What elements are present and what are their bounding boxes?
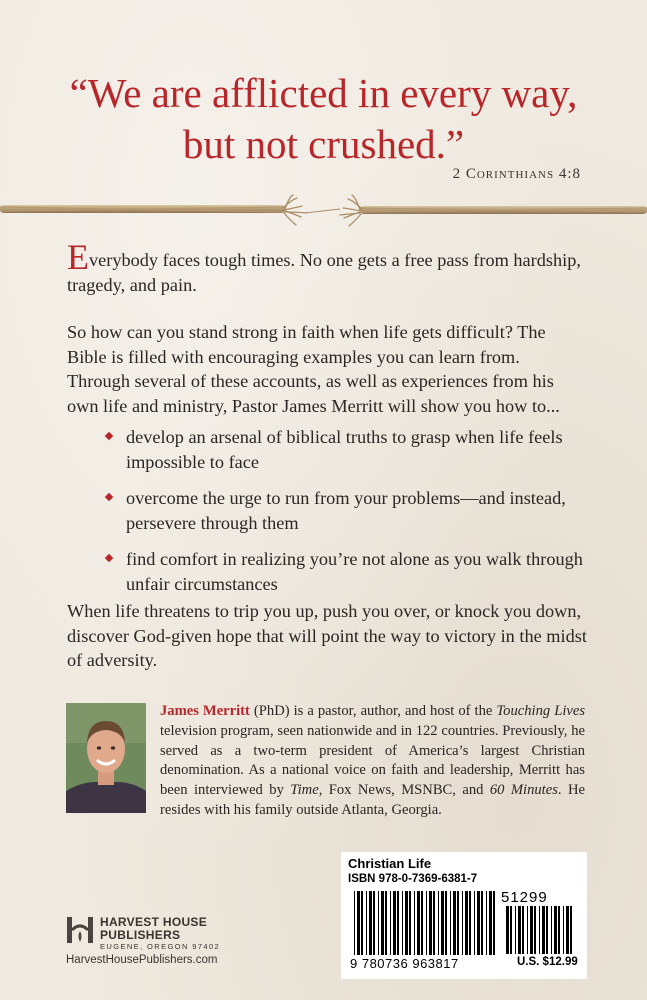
barcode-bar [438,891,439,955]
barcode-bar [515,906,516,954]
barcode-bar [518,906,521,954]
back-cover-quote [0,68,647,170]
barcode-bar [457,891,459,955]
barcode-bar [369,891,372,955]
publisher-name: HARVEST HOUSE PUBLISHERS [100,915,208,942]
barcode-bar [361,891,363,955]
barcode-bar [493,891,495,955]
barcode-bar [474,891,475,955]
closing-paragraph: When life threatens to trip you up, push you over, or knock you down, discover God-given hope that will point the way to victory in the midst of adversity. [67,601,587,670]
barcode-bar [441,891,444,955]
barcode-bar [417,891,420,955]
bio-text: (PhD) is a pastor, author, and host of the [249,703,497,719]
barcode-bar [378,891,379,955]
barcode-bar [551,906,552,954]
publisher-city: EUGENE, OREGON 97402 [100,942,221,951]
barcode-bar [563,906,564,954]
barcode-bar [385,891,387,955]
barcode-bar [429,891,432,955]
bio-outlet-title: Time [290,782,319,799]
harvest-house-logo-icon [66,916,96,946]
bio-text: , Fox News, MSNBC, and [318,782,490,799]
diamond-bullet-icon [105,554,113,562]
barcode-bar [414,891,415,955]
price-label: U.S. $12.99 [517,956,578,968]
quote-line-1: “We are afflicted in every way, [69,70,578,116]
bio-outlet-title: 60 Minutes [489,782,558,799]
barcode-bar [421,891,423,955]
scripture-reference: 2 Corinthians 4:8 [452,166,581,182]
barcode-bar [433,891,435,955]
barcode-bar [373,891,375,955]
barcode-bar [506,906,509,954]
barcode-bar [450,891,451,955]
intro-paragraph [67,237,587,297]
author-name: James Merritt [160,703,250,719]
barcode-bar [527,906,528,954]
barcode-bar [445,891,447,955]
barcode-bar [570,906,572,954]
barcode-bar [539,906,540,954]
barcode-bar [393,891,396,955]
author-photo [66,703,146,813]
barcode-bar [522,906,524,954]
barcode-bar [409,891,411,955]
quote-line-2: but not crushed.” [182,121,465,167]
barcode-bar [381,891,384,955]
list-item-text: overcome the urge to run from your problems—and instead, persevere through them [126,488,566,533]
barcode-bar [486,891,487,955]
barcode-bar [546,906,548,954]
barcode-bar [477,891,480,955]
barcode-bar [542,906,545,954]
drop-cap: E [67,237,89,277]
author-bio [160,702,585,821]
isbn-label: ISBN 978-0-7369-6381-7 [348,873,478,885]
barcode-bar [357,891,360,955]
list-item [114,425,584,474]
bio-text: television program, seen nationwide and in 122 countries. Previously, he served as a two-term president of America’s largest Christian denomination. As a national voice on faith and leadership, Merritt has been interviewed by [160,722,585,799]
list-item-text: develop an arsenal of biblical truths to grasp when life feels impossible to face [126,427,563,472]
diamond-bullet-icon [105,493,113,501]
barcode-bar [354,891,355,955]
list-item-text: find comfort in realizing you’re not alone as you walk through unfair circumstances [126,549,583,594]
barcode-bar [390,891,391,955]
intro-text: verybody faces tough times. No one gets a free pass from hardship, tragedy, and pain. [67,250,581,295]
frayed-rope-illustration [0,192,647,232]
barcode-bar [462,891,463,955]
barcode-bar [566,906,569,954]
category-label: Christian Life [348,856,432,871]
barcode-bar [405,891,408,955]
barcode-bar [366,891,367,955]
diamond-bullet-icon [105,432,113,440]
barcode-bar [510,906,512,954]
barcode-bar [530,906,533,954]
barcode-bar [453,891,456,955]
barcode-bar [465,891,468,955]
barcode-bar [402,891,403,955]
barcode-panel [341,852,587,979]
list-item [114,486,584,535]
barcode-bar [534,906,536,954]
barcode-bar [558,906,560,954]
barcode-bar [469,891,471,955]
barcode-digits: 9 780736 963817 [350,956,459,971]
barcode-bar [481,891,483,955]
isbn-barcode [354,891,499,955]
publisher-website: HarvestHousePublishers.com [66,954,218,966]
price-barcode [506,906,576,954]
barcode-bar [426,891,427,955]
price-code: 51299 [501,889,548,906]
barcode-bar [554,906,557,954]
list-item [114,547,584,596]
barcode-bar [489,891,492,955]
bio-text: . He resides with his family outside Atlanta, Georgia. [160,782,585,818]
bio-program-title: Touching Lives [496,703,586,719]
description-paragraph: So how can you stand strong in faith when life gets difficult? The Bible is filled with encouraging examples you can learn from. Through several of these accounts, as well as experiences from his own life and ministry, Pastor James Merritt will show you how to... [67,322,560,416]
barcode-bar [397,891,399,955]
